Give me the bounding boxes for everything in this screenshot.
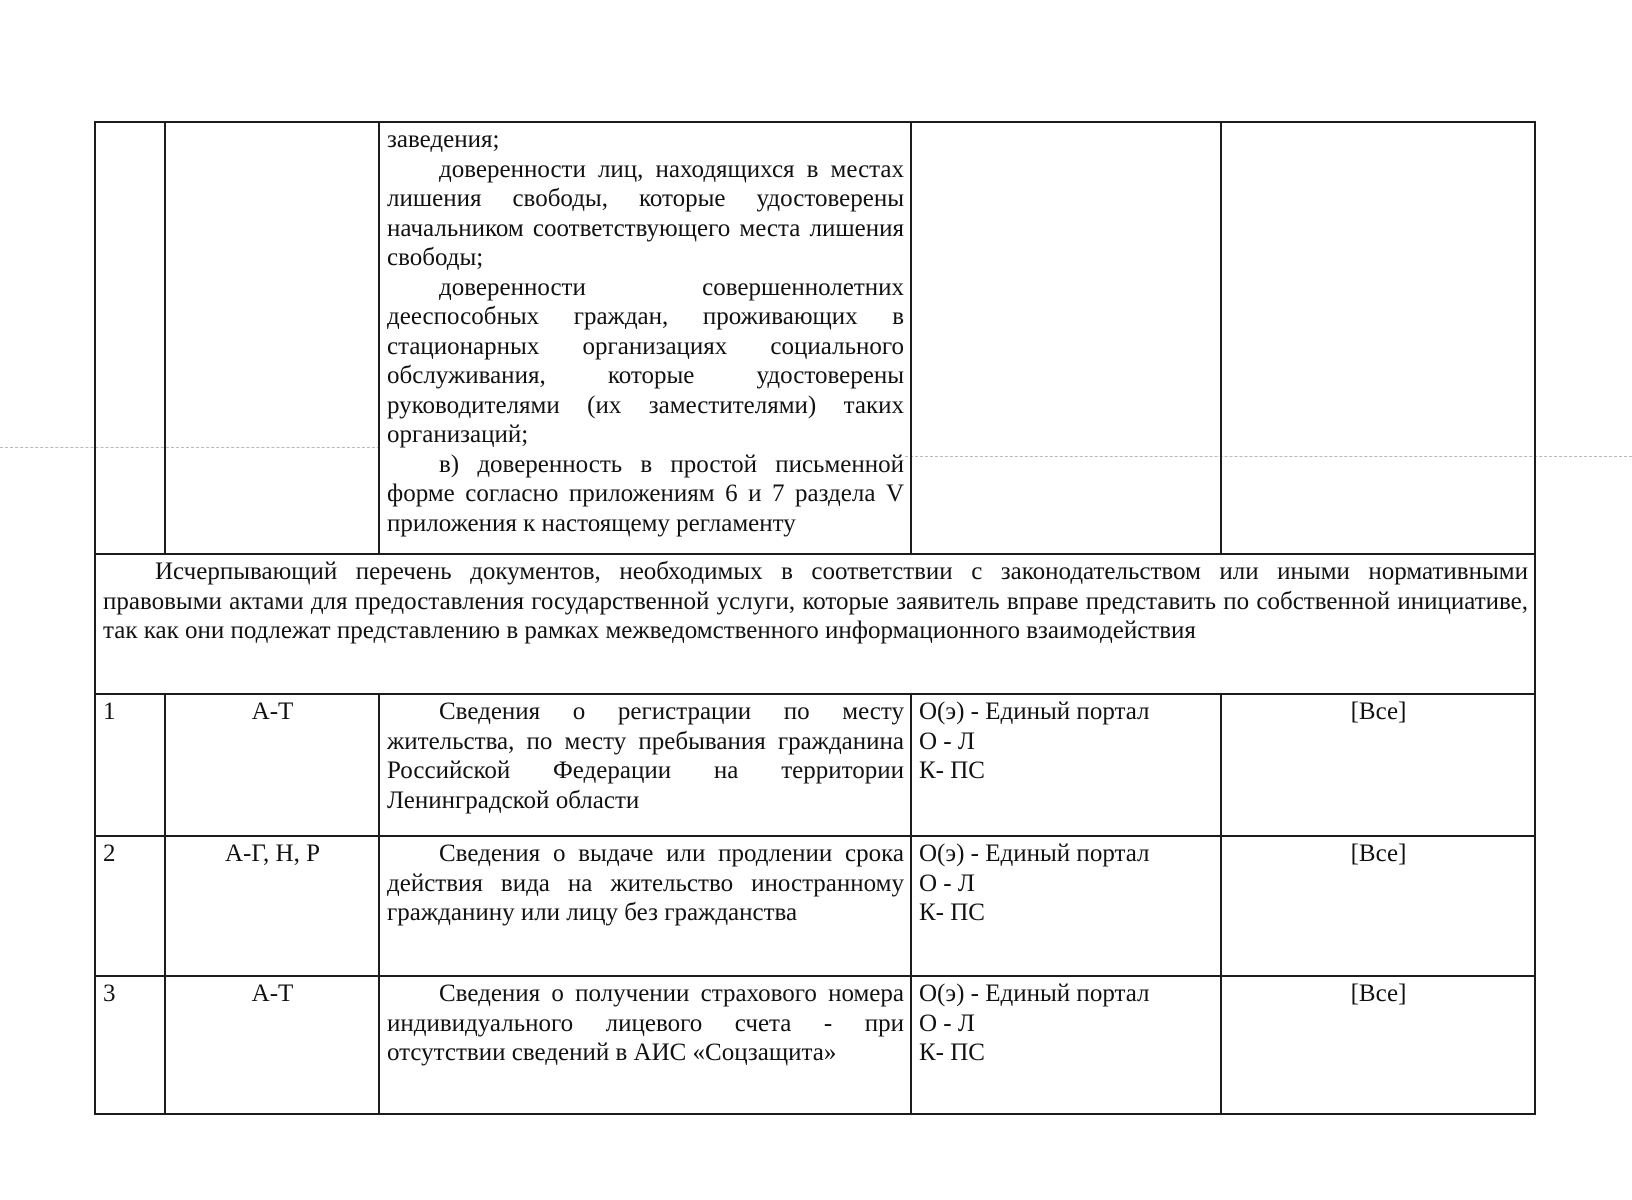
table-row (95, 836, 1535, 976)
row-applies-to: [Все] (1221, 976, 1535, 1114)
row-categories: А-Г, Н, Р (165, 836, 379, 976)
row-categories: А-Т (165, 694, 379, 836)
row-applies-to: [Все] (1221, 836, 1535, 976)
source-line: О - Л (919, 727, 975, 755)
row-description: Сведения о выдаче или продлении срока действия вида на жительство иностранному гражданину или лицу без гражданства (387, 840, 904, 926)
continuation-paragraph: доверенности совершеннолетних дееспособных граждан, проживающих в стационарных организациях социального обслуживания, которые удостоверены руководителями (их заместителями) таких организаций; (387, 273, 904, 448)
row-description: Сведения о регистрации по месту жительства, по месту пребывания гражданина Российской Федерации на территории Ленинградской области (387, 698, 904, 814)
section-heading-cell (95, 554, 1535, 694)
row-description: Сведения о получении страхового номера индивидуального лицевого счета - при отсутствии сведений в АИС «Соцзащита» (387, 980, 904, 1066)
section-heading-text: Исчерпывающий перечень документов, необходимых в соответствии с законодательством или иными нормативными правовыми актами для предоставления государственной услуги, которые заявитель вправе представить по собственной инициативе, так как они подлежат представлению в рамках межведомственного информационного взаимодействия (103, 558, 1528, 644)
source-line: К- ПС (919, 1039, 985, 1066)
source-line: О(э) - Единый портал (919, 698, 1150, 725)
source-line: О(э) - Единый портал (919, 980, 1150, 1007)
row-number: 2 (95, 836, 165, 976)
row-applies-to: [Все] (1221, 694, 1535, 836)
row-sources (911, 836, 1221, 976)
row-number: 3 (95, 976, 165, 1114)
document-table-frame (94, 121, 1534, 1115)
row-sources (911, 976, 1221, 1114)
source-line: О - Л (919, 1009, 975, 1037)
continuation-paragraph: в) доверенность в простой письменной форме согласно приложениям 6 и 7 раздела V приложения к настоящему регламенту (387, 450, 904, 537)
continuation-paragraph: заведения; (387, 126, 500, 153)
table-row (95, 976, 1535, 1114)
continuation-source-cell (911, 122, 1221, 554)
table-row (95, 694, 1535, 836)
row-categories: А-Т (165, 976, 379, 1114)
source-line: К- ПС (919, 757, 985, 784)
source-line: О - Л (919, 869, 975, 897)
row-number: 1 (95, 694, 165, 836)
section-heading-row (95, 554, 1535, 694)
row-description-cell (379, 976, 911, 1114)
continuation-applies-cell (1221, 122, 1535, 554)
source-line: К- ПС (919, 899, 985, 926)
continuation-paragraph: доверенности лиц, находящихся в местах лишения свободы, которые удостоверены начальником соответствующего места лишения свободы; (387, 155, 904, 271)
continuation-num-cell (95, 122, 165, 554)
continuation-row (95, 122, 1535, 554)
row-sources (911, 694, 1221, 836)
source-line: О(э) - Единый портал (919, 840, 1150, 867)
documents-table (94, 121, 1536, 1115)
row-description-cell (379, 836, 911, 976)
row-description-cell (379, 694, 911, 836)
continuation-text-cell (379, 122, 911, 554)
continuation-category-cell (165, 122, 379, 554)
